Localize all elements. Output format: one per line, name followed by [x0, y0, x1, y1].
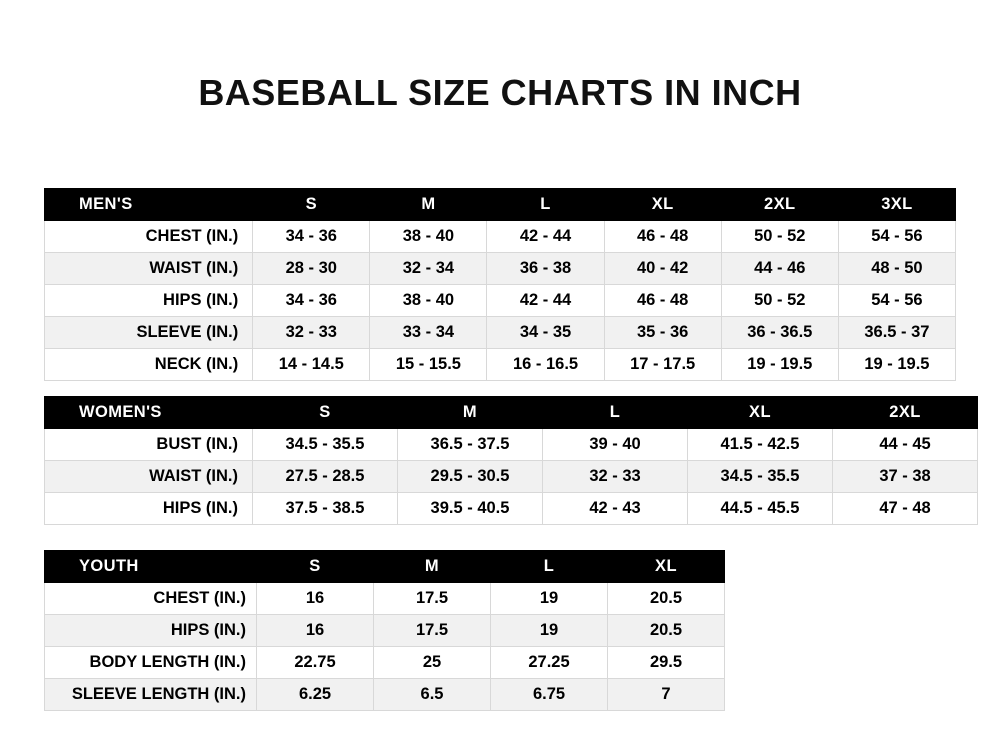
table-row: [45, 679, 725, 711]
table-cell: 19: [491, 615, 608, 647]
table-header-row: [45, 397, 978, 429]
table-cell: 15 - 15.5: [370, 349, 487, 381]
youth-size-chart: [44, 550, 725, 711]
table-cell: 6.25: [257, 679, 374, 711]
table-cell: 36.5 - 37: [838, 317, 955, 349]
table-cell: 17.5: [374, 583, 491, 615]
row-label: BODY LENGTH (IN.): [45, 647, 257, 679]
table-cell: 40 - 42: [604, 253, 721, 285]
table-cell: 36 - 36.5: [721, 317, 838, 349]
table-row: [45, 349, 956, 381]
table-cell: 34 - 36: [253, 285, 370, 317]
column-header: 3XL: [838, 189, 955, 221]
column-header: YOUTH: [45, 551, 257, 583]
table-cell: 16 - 16.5: [487, 349, 604, 381]
table-cell: 37 - 38: [833, 461, 978, 493]
column-header: MEN'S: [45, 189, 253, 221]
table-cell: 34.5 - 35.5: [253, 429, 398, 461]
column-header: L: [543, 397, 688, 429]
column-header: S: [257, 551, 374, 583]
row-label: HIPS (IN.): [45, 615, 257, 647]
table-cell: 36 - 38: [487, 253, 604, 285]
table-cell: 47 - 48: [833, 493, 978, 525]
table-row: [45, 285, 956, 317]
table-cell: 48 - 50: [838, 253, 955, 285]
table-cell: 25: [374, 647, 491, 679]
table-cell: 14 - 14.5: [253, 349, 370, 381]
table-cell: 38 - 40: [370, 285, 487, 317]
table-cell: 7: [608, 679, 725, 711]
table-cell: 19 - 19.5: [721, 349, 838, 381]
row-label: HIPS (IN.): [45, 285, 253, 317]
table-cell: 35 - 36: [604, 317, 721, 349]
table-cell: 20.5: [608, 583, 725, 615]
table-cell: 46 - 48: [604, 221, 721, 253]
table-cell: 50 - 52: [721, 285, 838, 317]
column-header: WOMEN'S: [45, 397, 253, 429]
table-cell: 42 - 44: [487, 221, 604, 253]
row-label: WAIST (IN.): [45, 253, 253, 285]
table-cell: 44.5 - 45.5: [688, 493, 833, 525]
column-header: XL: [604, 189, 721, 221]
table-row: [45, 461, 978, 493]
table-cell: 20.5: [608, 615, 725, 647]
table-cell: 17.5: [374, 615, 491, 647]
column-header: 2XL: [833, 397, 978, 429]
table-cell: 54 - 56: [838, 221, 955, 253]
table-row: [45, 493, 978, 525]
table-cell: 41.5 - 42.5: [688, 429, 833, 461]
table-cell: 16: [257, 583, 374, 615]
row-label: SLEEVE (IN.): [45, 317, 253, 349]
column-header: M: [374, 551, 491, 583]
row-label: SLEEVE LENGTH (IN.): [45, 679, 257, 711]
table-cell: 34 - 36: [253, 221, 370, 253]
column-header: M: [370, 189, 487, 221]
table-cell: 33 - 34: [370, 317, 487, 349]
table-cell: 32 - 34: [370, 253, 487, 285]
column-header: L: [491, 551, 608, 583]
table-cell: 19 - 19.5: [838, 349, 955, 381]
column-header: M: [398, 397, 543, 429]
table-cell: 38 - 40: [370, 221, 487, 253]
table-cell: 44 - 46: [721, 253, 838, 285]
column-header: L: [487, 189, 604, 221]
column-header: S: [253, 397, 398, 429]
column-header: XL: [688, 397, 833, 429]
table-cell: 34 - 35: [487, 317, 604, 349]
table-header-row: [45, 551, 725, 583]
row-label: BUST (IN.): [45, 429, 253, 461]
table-cell: 32 - 33: [543, 461, 688, 493]
table-row: [45, 317, 956, 349]
column-header: S: [253, 189, 370, 221]
table-cell: 29.5: [608, 647, 725, 679]
table-header-row: [45, 189, 956, 221]
table-cell: 39 - 40: [543, 429, 688, 461]
table-row: [45, 615, 725, 647]
table-cell: 19: [491, 583, 608, 615]
table-cell: 50 - 52: [721, 221, 838, 253]
table-cell: 17 - 17.5: [604, 349, 721, 381]
table-cell: 46 - 48: [604, 285, 721, 317]
table-cell: 6.5: [374, 679, 491, 711]
table-cell: 54 - 56: [838, 285, 955, 317]
womens-size-chart: [44, 396, 978, 525]
table-cell: 6.75: [491, 679, 608, 711]
table-cell: 27.5 - 28.5: [253, 461, 398, 493]
table-cell: 28 - 30: [253, 253, 370, 285]
table-row: [45, 221, 956, 253]
table-cell: 37.5 - 38.5: [253, 493, 398, 525]
row-label: CHEST (IN.): [45, 221, 253, 253]
table-row: [45, 583, 725, 615]
column-header: XL: [608, 551, 725, 583]
row-label: CHEST (IN.): [45, 583, 257, 615]
table-cell: 32 - 33: [253, 317, 370, 349]
column-header: 2XL: [721, 189, 838, 221]
table-cell: 29.5 - 30.5: [398, 461, 543, 493]
table-cell: 39.5 - 40.5: [398, 493, 543, 525]
table-cell: 42 - 44: [487, 285, 604, 317]
row-label: HIPS (IN.): [45, 493, 253, 525]
page-title: BASEBALL SIZE CHARTS IN INCH: [198, 72, 802, 113]
table-cell: 27.25: [491, 647, 608, 679]
table-row: [45, 429, 978, 461]
mens-size-chart: [44, 188, 956, 381]
row-label: WAIST (IN.): [45, 461, 253, 493]
table-cell: 36.5 - 37.5: [398, 429, 543, 461]
table-cell: 42 - 43: [543, 493, 688, 525]
table-cell: 22.75: [257, 647, 374, 679]
table-cell: 34.5 - 35.5: [688, 461, 833, 493]
table-row: [45, 253, 956, 285]
table-row: [45, 647, 725, 679]
row-label: NECK (IN.): [45, 349, 253, 381]
table-cell: 44 - 45: [833, 429, 978, 461]
table-cell: 16: [257, 615, 374, 647]
